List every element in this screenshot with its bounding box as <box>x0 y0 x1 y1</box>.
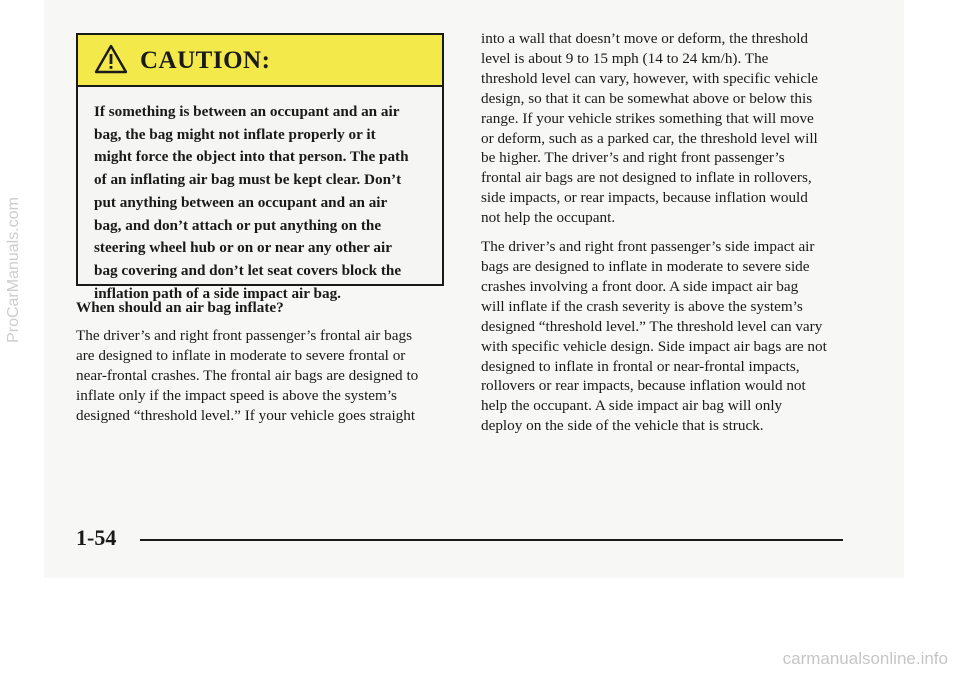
caution-header <box>78 35 442 87</box>
text-line: with specific vehicle design. Side impact air bags are not <box>481 337 827 355</box>
text-line: will inflate if the crash severity is above the system’s <box>481 297 803 315</box>
text-line: designed “threshold level.” The threshold level can vary <box>481 317 823 335</box>
left-paragraph <box>76 326 456 426</box>
section-heading: When should an air bag inflate? <box>76 299 284 316</box>
page-number: 1-54 <box>76 525 117 550</box>
caution-line: put anything between an occupant and an air <box>94 193 388 211</box>
text-line: design, so that it can be somewhat above or below this <box>481 89 813 107</box>
side-impact-paragraph <box>481 237 861 436</box>
text-line: frontal air bags are not designed to inflate in rollovers, <box>481 169 812 187</box>
caution-line: bag, and don’t attach or put anything on the <box>94 216 382 234</box>
text-line: crashes involving a front door. A side impact air bag <box>481 277 799 295</box>
caution-text <box>78 87 442 305</box>
text-line: threshold level can vary, however, with specific vehicle <box>481 69 819 87</box>
caution-title: CAUTION: <box>140 47 271 74</box>
caution-line: bag, the bag might not inflate properly or it <box>94 125 376 143</box>
text-line: near-frontal crashes. The frontal air bags are designed to <box>76 366 419 384</box>
corner-watermark: carmanualsonline.info <box>782 649 948 668</box>
side-watermark <box>4 115 24 425</box>
caution-line: inflation path of a side impact air bag. <box>94 284 341 302</box>
text-line: The driver’s and right front passenger’s frontal air bags <box>76 327 412 344</box>
caution-line: If something is between an occupant and an air <box>94 103 400 120</box>
text-line: designed to inflate in frontal or near-frontal impacts, <box>481 357 800 375</box>
text-line: level is about 9 to 15 mph (14 to 24 km/h). The <box>481 49 769 67</box>
text-line: side impacts, or rear impacts, because inflation would <box>481 189 808 207</box>
side-watermark-text: ProCarManuals.com <box>5 197 22 343</box>
caution-line: steering wheel hub or on or near any other air <box>94 239 392 257</box>
footer-rule <box>140 539 843 541</box>
caution-line: might force the object into that person. The path <box>94 148 409 166</box>
text-line: The driver’s and right front passenger’s side impact air <box>481 238 815 256</box>
warning-triangle-icon <box>94 44 128 74</box>
right-column <box>481 29 861 436</box>
text-line: are designed to inflate in moderate to severe frontal or <box>76 346 406 364</box>
caution-line: bag covering and don’t let seat covers block the <box>94 261 402 279</box>
text-line: range. If your vehicle strikes something that will move <box>481 109 814 127</box>
text-line: rollovers or rear impacts, because inflation would not <box>481 377 806 395</box>
text-line: not help the occupant. <box>481 209 616 227</box>
text-line: or deform, such as a parked car, the threshold level will <box>481 129 818 147</box>
text-line: inflate only if the impact speed is above the system’s <box>76 386 397 404</box>
text-line: bags are designed to inflate in moderate to severe side <box>481 257 810 275</box>
caution-line: of an inflating air bag must be kept clear. Don’t <box>94 171 402 189</box>
text-line: help the occupant. A side impact air bag will only <box>481 397 783 415</box>
text-line: designed “threshold level.” If your vehicle goes straight <box>76 406 416 424</box>
caution-box <box>76 33 444 302</box>
text-line: be higher. The driver’s and right front passenger’s <box>481 149 785 167</box>
left-column <box>76 298 456 426</box>
text-line: into a wall that doesn’t move or deform, the threshold <box>481 30 809 47</box>
text-line: deploy on the side of the vehicle that is struck. <box>481 417 764 435</box>
threshold-paragraph <box>481 29 861 228</box>
